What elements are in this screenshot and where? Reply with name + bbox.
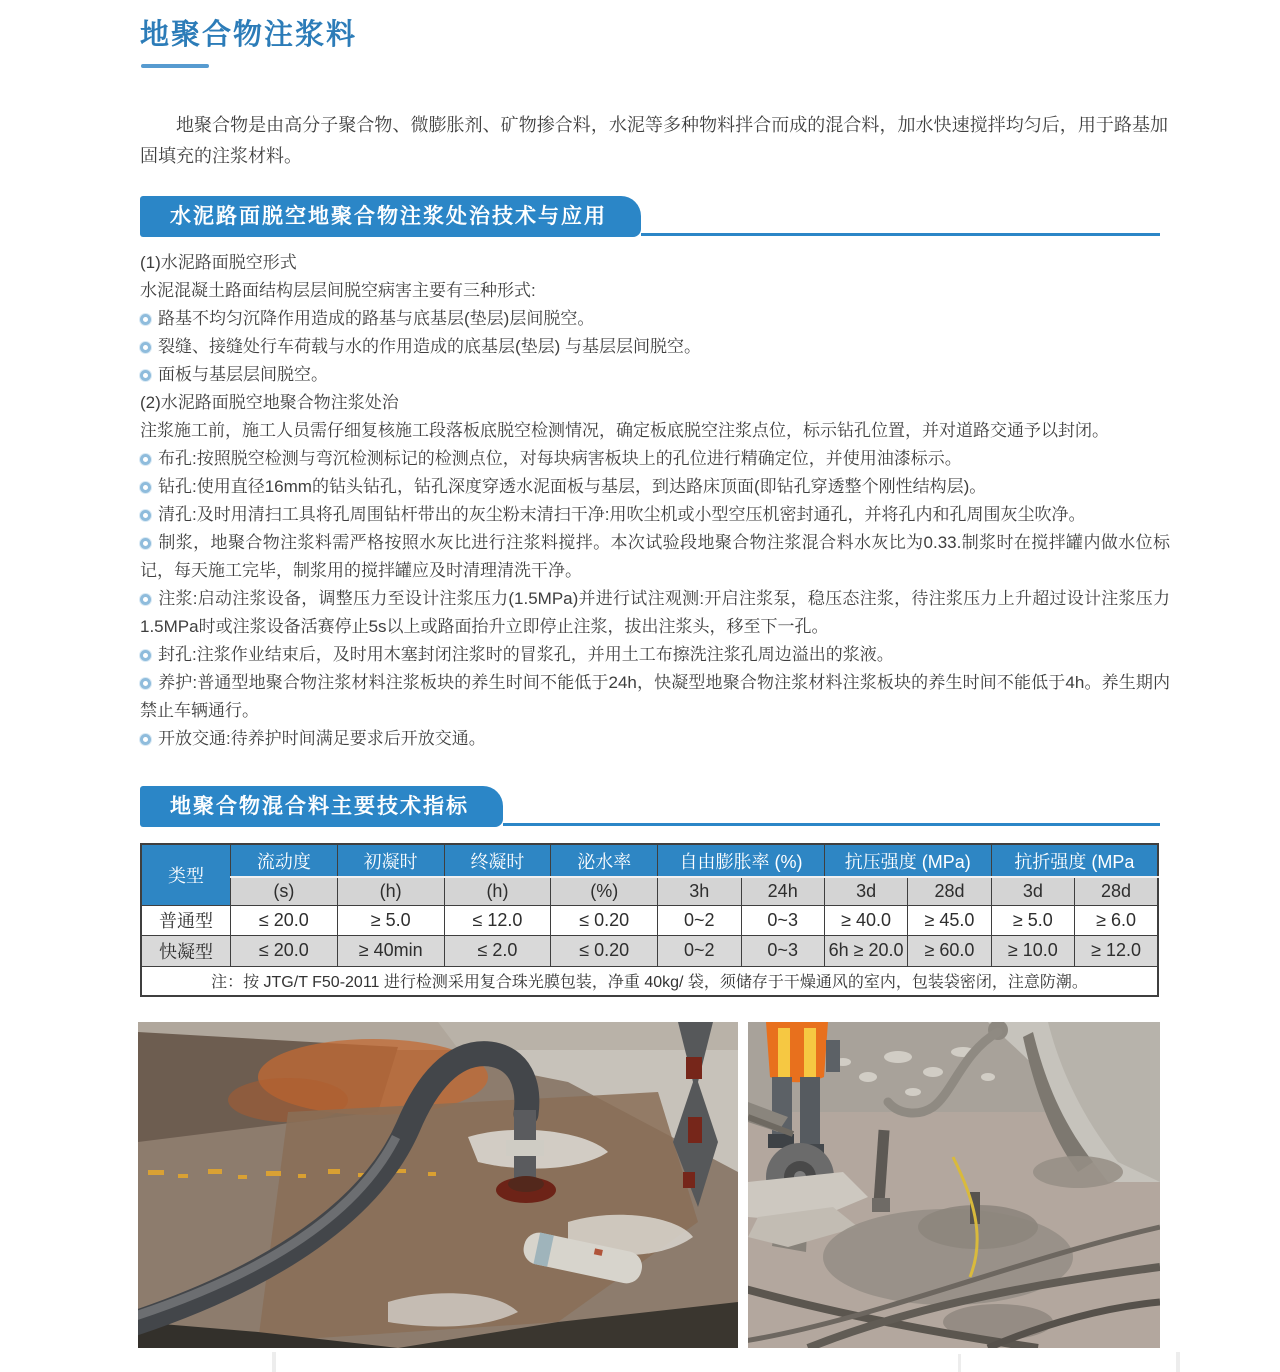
ring-bullet-icon: [140, 538, 151, 549]
header-fluidity: 流动度: [230, 844, 337, 877]
header-initial-set: 初凝时: [337, 844, 444, 877]
section1-banner: [140, 196, 1160, 237]
grouting-hose-photo: [138, 1022, 738, 1348]
unit-cell: (h): [444, 877, 551, 905]
unit-cell: 28d: [908, 877, 991, 905]
unit-cell: 3h: [658, 877, 741, 905]
next-page-fragment: [1176, 1352, 1180, 1372]
value-cell: 0~2: [658, 905, 741, 935]
spec-table: [140, 843, 1159, 997]
unit-cell: 28d: [1075, 877, 1158, 905]
table-header-row-2: [141, 877, 1158, 905]
construction-site-photo: [748, 1022, 1160, 1348]
value-cell: ≥ 40min: [337, 935, 444, 966]
unit-cell: 3d: [824, 877, 907, 905]
unit-cell: 3d: [991, 877, 1074, 905]
section2-banner-label: 地聚合物混合料主要技术指标: [140, 786, 503, 827]
header-type: 类型: [141, 844, 230, 905]
value-cell: ≥ 45.0: [908, 905, 991, 935]
value-cell: 0~3: [741, 905, 824, 935]
body-paragraph: 面板与基层层间脱空。: [140, 361, 1170, 389]
value-cell: ≤ 20.0: [230, 905, 337, 935]
body-paragraph: 路基不均匀沉降作用造成的路基与底基层(垫层)层间脱空。: [140, 305, 1170, 333]
section1-banner-label: 水泥路面脱空地聚合物注浆处治技术与应用: [140, 196, 641, 237]
body-paragraph: (1)水泥路面脱空形式: [140, 253, 297, 272]
body-paragraph: 养护:普通型地聚合物注浆材料注浆板块的养生时间不能低于24h，快凝型地聚合物注浆材料注浆板块的养生时间不能低于4h。养生期内禁止车辆通行。: [140, 673, 1170, 720]
ring-bullet-icon: [140, 314, 151, 325]
header-free-expansion: 自由膨胀率 (%): [658, 844, 825, 877]
ring-bullet-icon: [140, 510, 151, 521]
table-note: 注：按 JTG/T F50-2011 进行检测采用复合珠光膜包装，净重 40kg/ 袋，须储存于干燥通风的室内，包装袋密闭，注意防潮。: [141, 966, 1158, 996]
value-cell: 0~2: [658, 935, 741, 966]
value-cell: ≥ 40.0: [824, 905, 907, 935]
value-cell: ≤ 0.20: [551, 905, 658, 935]
value-cell: 6h ≥ 20.0: [824, 935, 907, 966]
ring-bullet-icon: [140, 454, 151, 465]
ring-bullet-icon: [140, 482, 151, 493]
body-paragraph: 封孔:注浆作业结束后，及时用木塞封闭注浆时的冒浆孔，并用土工布擦洗注浆孔周边溢出的浆液。: [140, 641, 1170, 669]
header-compressive: 抗压强度 (MPa): [824, 844, 991, 877]
value-cell: ≤ 12.0: [444, 905, 551, 935]
value-cell: ≥ 60.0: [908, 935, 991, 966]
body-paragraph: 清孔:及时用清扫工具将孔周围钻杆带出的灰尘粉末清扫干净:用吹尘机或小型空压机密封通孔，并将孔内和孔周围灰尘吹净。: [140, 501, 1170, 529]
banner-tail-line: [641, 233, 1160, 236]
value-cell: ≤ 0.20: [551, 935, 658, 966]
body-paragraph: 开放交通:待养护时间满足要求后开放交通。: [140, 725, 1170, 753]
table-row-rapid-type: [141, 935, 1158, 966]
title-underline: [141, 64, 209, 68]
unit-cell: (h): [337, 877, 444, 905]
grouting-hose-photo-graphic: [138, 1022, 738, 1348]
table-row-normal-type: [141, 905, 1158, 935]
row-type-label: 普通型: [141, 905, 230, 935]
header-bleeding: 泌水率: [551, 844, 658, 877]
value-cell: ≥ 6.0: [1075, 905, 1158, 935]
construction-site-photo-graphic: [748, 1022, 1160, 1348]
row-type-label: 快凝型: [141, 935, 230, 966]
table-note-row: [141, 966, 1158, 996]
ring-bullet-icon: [140, 678, 151, 689]
ring-bullet-icon: [140, 342, 151, 353]
unit-cell: (%): [551, 877, 658, 905]
value-cell: ≥ 5.0: [991, 905, 1074, 935]
unit-cell: (s): [230, 877, 337, 905]
next-page-fragment: [272, 1352, 276, 1372]
value-cell: 0~3: [741, 935, 824, 966]
banner-tail-line: [503, 823, 1160, 826]
unit-cell: 24h: [741, 877, 824, 905]
body-paragraph: 裂缝、接缝处行车荷载与水的作用造成的底基层(垫层) 与基层层间脱空。: [140, 333, 1170, 361]
intro-paragraph: 地聚合物是由高分子聚合物、微膨胀剂、矿物掺合料，水泥等多种物料拌合而成的混合料，加水快速搅拌均匀后，用于路基加固填充的注浆材料。: [140, 115, 1168, 166]
ring-bullet-icon: [140, 594, 151, 605]
value-cell: ≤ 20.0: [230, 935, 337, 966]
page-title: 地聚合物注浆料: [140, 19, 358, 51]
value-cell: ≥ 12.0: [1075, 935, 1158, 966]
value-cell: ≥ 10.0: [991, 935, 1074, 966]
table-header-row-1: [141, 844, 1158, 877]
body-paragraph: 水泥混凝土路面结构层层间脱空病害主要有三种形式:: [140, 281, 536, 300]
value-cell: ≤ 2.0: [444, 935, 551, 966]
ring-bullet-icon: [140, 650, 151, 661]
body-paragraph: 制浆，地聚合物注浆料需严格按照水灰比进行注浆料搅拌。本次试验段地聚合物注浆混合料水灰比为0.33.制浆时在搅拌罐内做水位标记，每天施工完毕，制浆用的搅拌罐应及时清理清洗干净。: [140, 533, 1170, 580]
body-paragraph: 注浆:启动注浆设备，调整压力至设计注浆压力(1.5MPa)并进行试注观测:开启注浆泵，稳压态注浆，待注浆压力上升超过设计注浆压力1.5MPa时或注浆设备活赛停止5s以上或路面抬升立即停止注浆，拔出注浆头，移至下一孔。: [140, 589, 1170, 636]
header-final-set: 终凝时: [444, 844, 551, 877]
ring-bullet-icon: [140, 370, 151, 381]
ring-bullet-icon: [140, 734, 151, 745]
body-paragraph: 钻孔:使用直径16mm的钻头钻孔，钻孔深度穿透水泥面板与基层，到达路床顶面(即钻孔穿透整个刚性结构层)。: [140, 473, 1170, 501]
section1-body: [140, 249, 1170, 753]
value-cell: ≥ 5.0: [337, 905, 444, 935]
header-flexural: 抗折强度 (MPa: [991, 844, 1158, 877]
body-paragraph: 布孔:按照脱空检测与弯沉检测标记的检测点位，对每块病害板块上的孔位进行精确定位，并使用油漆标示。: [140, 445, 1170, 473]
body-paragraph: (2)水泥路面脱空地聚合物注浆处治: [140, 393, 399, 412]
section2-banner: [140, 786, 1160, 827]
next-page-fragment: [958, 1354, 961, 1372]
body-paragraph: 注浆施工前，施工人员需仔细复核施工段落板底脱空检测情况，确定板底脱空注浆点位，标示钻孔位置，并对道路交通予以封闭。: [140, 421, 1109, 440]
